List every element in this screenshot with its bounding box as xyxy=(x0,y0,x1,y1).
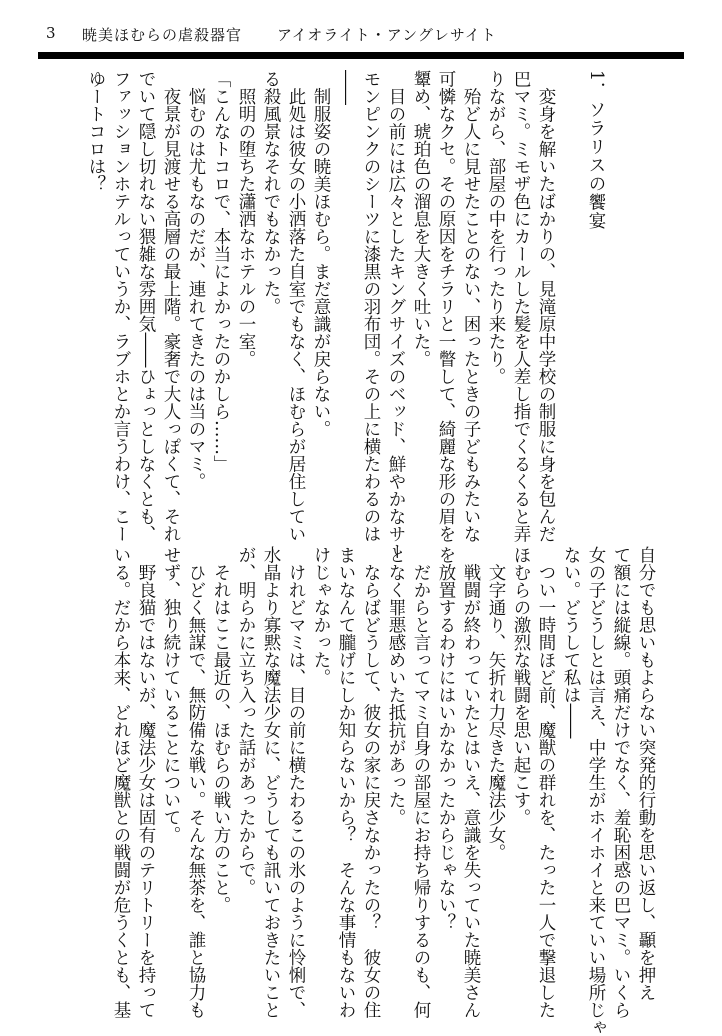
text-line: を放置するわけにはいかなかったからじゃない？ xyxy=(436,546,456,931)
text-line: けれどマミは、目の前に横たわるこの氷のように怜悧で、 xyxy=(286,546,306,1019)
text-line: けじゃなかった。 xyxy=(311,546,331,686)
text-line: ひどく無謀で、無防備な戦い。そんな無茶を、誰と協力も xyxy=(186,546,206,1019)
text-line: ―― xyxy=(336,70,356,105)
text-line: 夜景が見渡せる高層の最上階。豪奢で大人っぽくて、それ xyxy=(161,70,181,543)
text-line: ならばどうして、彼女の家に戻さなかったの？ 彼女の住 xyxy=(361,546,381,1019)
text-line: 巴マミ。ミモザ色にカールした髪を人差し指でくるくると弄 xyxy=(511,70,531,543)
text-line: 自分でも思いもよらない突発的行動を思い返し、顳を押え xyxy=(636,546,656,1001)
text-line: それはここ最近の、ほむらの戦い方のこと。 xyxy=(211,546,231,914)
text-line: 可憐なクセ。その原因をチラリと一瞥して、綺麗な形の眉を xyxy=(436,70,456,543)
text-line: いる。だから本来、どれほど魔獣との戦闘が危うくとも、基 xyxy=(111,546,131,1019)
header-rule xyxy=(38,52,684,59)
text-line: 殆ど人に見せたことのない、困ったときの子どもみたいな xyxy=(461,70,481,543)
text-line: ファッションホテルっていうか、ラブホとか言うわけ、こー xyxy=(111,70,131,543)
text-line: 照明の堕ちた瀟洒なホテルの一室。 xyxy=(236,70,256,368)
text-line: 文字通り、矢折れ力尽きた魔法少女。 xyxy=(486,546,506,861)
text-line: る殺風景なそれでもなかった。 xyxy=(261,70,281,315)
text-line: 野良猫ではないが、魔法少女は固有のテリトリーを持って xyxy=(136,546,156,1019)
page-number: 3 xyxy=(46,24,57,42)
text-line: でいて隠し切れない猥雑な雰囲気――ひょっとしなくとも、 xyxy=(136,70,156,543)
text-line: が、明らかに立ち入った話があったからで。 xyxy=(236,546,256,896)
page-header xyxy=(0,24,722,50)
author-name: アイオライト・アングレサイト xyxy=(277,26,497,44)
text-line: 此処は彼女の小洒落た自室でもなく、ほむらが居住してい xyxy=(286,70,306,543)
text-line: 変身を解いたばかりの、見滝原中学校の制服に身を包んだ xyxy=(536,70,556,543)
text-line: 「こんなトコロで、本当によかったのかしら……」 xyxy=(211,70,231,473)
text-line: 制服姿の暁美ほむら。まだ意識が戻らない。 xyxy=(311,70,331,438)
text-line: りながら、部屋の中を行ったり来たり。 xyxy=(486,70,506,385)
text-line: ゆートコロは？ xyxy=(86,70,106,193)
book-title: 暁美ほむらの虐殺器官 xyxy=(82,26,243,44)
text-line: 目の前には広々としたキングサイズのベッド、鮮やかなサー xyxy=(386,70,406,560)
text-line: つい一時間ほど前、魔獣の群れを、たった一人で撃退した xyxy=(536,546,556,1019)
text-line: 戦闘が終わっていたとはいえ、意識を失っていた暁美さん xyxy=(461,546,481,1019)
text-line: まいなんて朧げにしか知らないから？ そんな事情もないわ xyxy=(336,546,356,1019)
chapter-heading: 1．ソラリスの饗宴 xyxy=(586,70,606,231)
text-line: だからと言ってマミ自身の部屋にお持ち帰りするのも、何 xyxy=(411,546,431,1019)
text-line: ない。どうして私は―― xyxy=(561,546,581,739)
text-line: て額には縦線。頭痛だけでなく、羞恥困惑の巴マミ。いくら xyxy=(611,546,631,1019)
text-line: となく罪悪感めいた抵抗があった。 xyxy=(386,546,406,826)
text-line: 悩むのは尤もなのだが、連れてきたのは当のマミ。 xyxy=(186,70,206,490)
text-line: モンピンクのシーツに漆黒の羽布団。その上に横たわるのは xyxy=(361,70,381,543)
text-line: 女の子どうしとは言え、中学生がホイホイと来ていい場所じゃ xyxy=(586,546,606,1036)
text-line: ほむらの激烈な戦闘を思い起こす。 xyxy=(511,546,531,826)
text-line: 水晶より寡黙な魔法少女に、どうしても訊いておきたいこと xyxy=(261,546,281,1019)
text-line: 顰め、琥珀色の溜息を大きく吐いた。 xyxy=(411,70,431,368)
text-line: せず、独り続けていることについて。 xyxy=(161,546,181,844)
